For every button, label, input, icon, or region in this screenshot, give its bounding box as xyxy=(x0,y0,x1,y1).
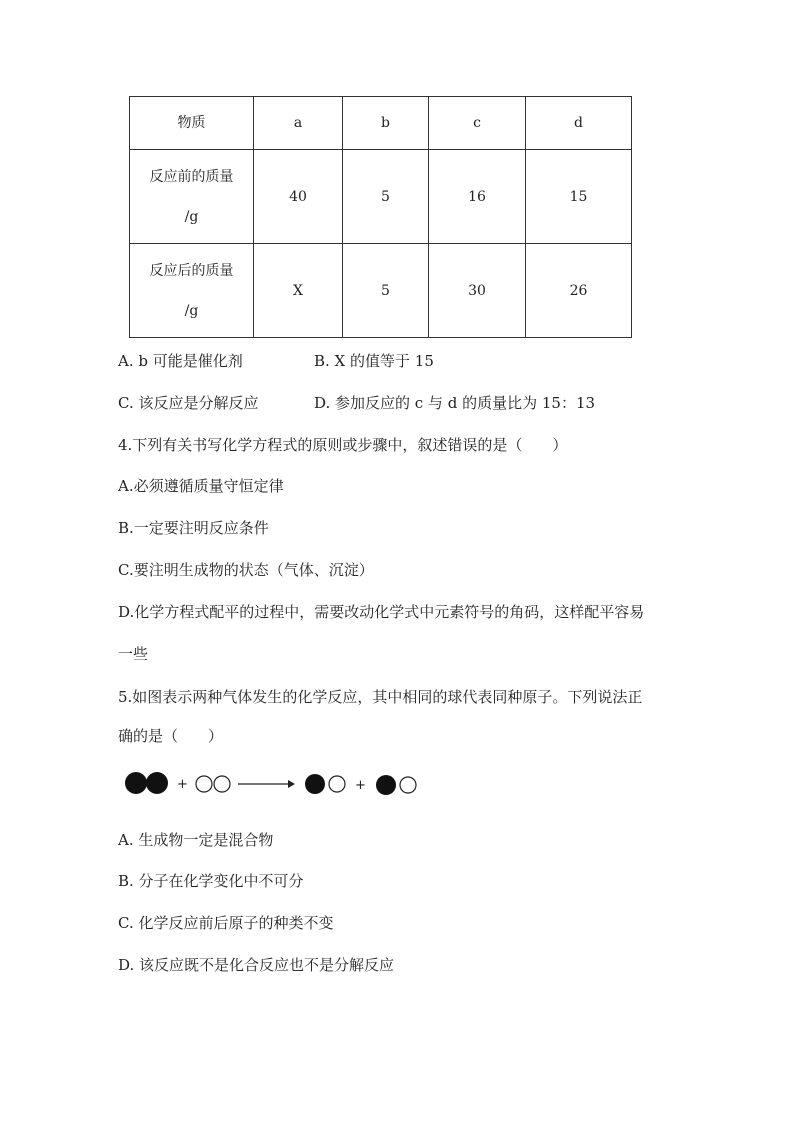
table-cell: 30 xyxy=(429,244,526,338)
table-cell: 26 xyxy=(526,244,632,338)
header-cell: b xyxy=(343,97,429,150)
table-cell: 15 xyxy=(526,150,632,244)
q4-option-d-line1: D.化学方程式配平的过程中，需要改动化学式中元素符号的角码，这样配平容易 xyxy=(118,603,645,621)
row-label-line2: /g xyxy=(184,208,199,225)
table-cell: 5 xyxy=(343,150,429,244)
row-label-line2: /g xyxy=(184,302,199,319)
row-label-line1: 反应前的质量 xyxy=(149,168,234,185)
reaction-diagram xyxy=(122,768,432,804)
q5-stem-line2: 确的是（ ） xyxy=(118,727,224,745)
q5-option-b: B. 分子在化学变化中不可分 xyxy=(118,872,304,890)
plus-sign: + xyxy=(177,777,188,792)
plus-sign: + xyxy=(355,778,366,793)
q3-option-c: C. 该反应是分解反应 xyxy=(118,394,259,412)
mass-table xyxy=(129,96,632,338)
q3-option-a: A. b 可能是催化剂 xyxy=(118,352,243,370)
row-label xyxy=(130,244,254,338)
table-row xyxy=(130,244,632,338)
q3-option-d: D. 参加反应的 c 与 d 的质量比为 15：13 xyxy=(314,394,596,412)
product-molecule-2 xyxy=(376,775,416,795)
reactant-molecule-black xyxy=(125,772,168,794)
header-cell: c xyxy=(429,97,526,150)
table-cell: 16 xyxy=(429,150,526,244)
q3-option-b: B. X 的值等于 15 xyxy=(314,352,434,370)
table-row xyxy=(130,150,632,244)
table-cell: 40 xyxy=(254,150,343,244)
q4-option-d-line2: 一些 xyxy=(118,645,149,663)
header-cell: 物质 xyxy=(130,97,254,150)
q5-option-d: D. 该反应既不是化合反应也不是分解反应 xyxy=(118,956,395,974)
header-cell: d xyxy=(526,97,632,150)
q5-option-a: A. 生成物一定是混合物 xyxy=(118,831,274,849)
q5-option-c: C. 化学反应前后原子的种类不变 xyxy=(118,914,334,932)
table-header-row xyxy=(130,97,632,150)
product-molecule-1 xyxy=(305,774,345,794)
q4-option-c: C.要注明生成物的状态（气体、沉淀） xyxy=(118,561,374,579)
table-cell: 5 xyxy=(343,244,429,338)
row-label-line1: 反应后的质量 xyxy=(149,262,234,279)
q5-stem-line1: 5.如图表示两种气体发生的化学反应，其中相同的球代表同种原子。下列说法正 xyxy=(118,688,643,706)
q4-stem: 4.下列有关书写化学方程式的原则或步骤中，叙述错误的是（ ） xyxy=(118,436,568,454)
table-cell: X xyxy=(254,244,343,338)
q4-option-b: B.一定要注明反应条件 xyxy=(118,519,269,537)
header-cell: a xyxy=(254,97,343,150)
reaction-arrow xyxy=(238,780,295,788)
reactant-molecule-white xyxy=(196,776,230,792)
row-label xyxy=(130,150,254,244)
q4-option-a: A.必须遵循质量守恒定律 xyxy=(118,477,284,495)
